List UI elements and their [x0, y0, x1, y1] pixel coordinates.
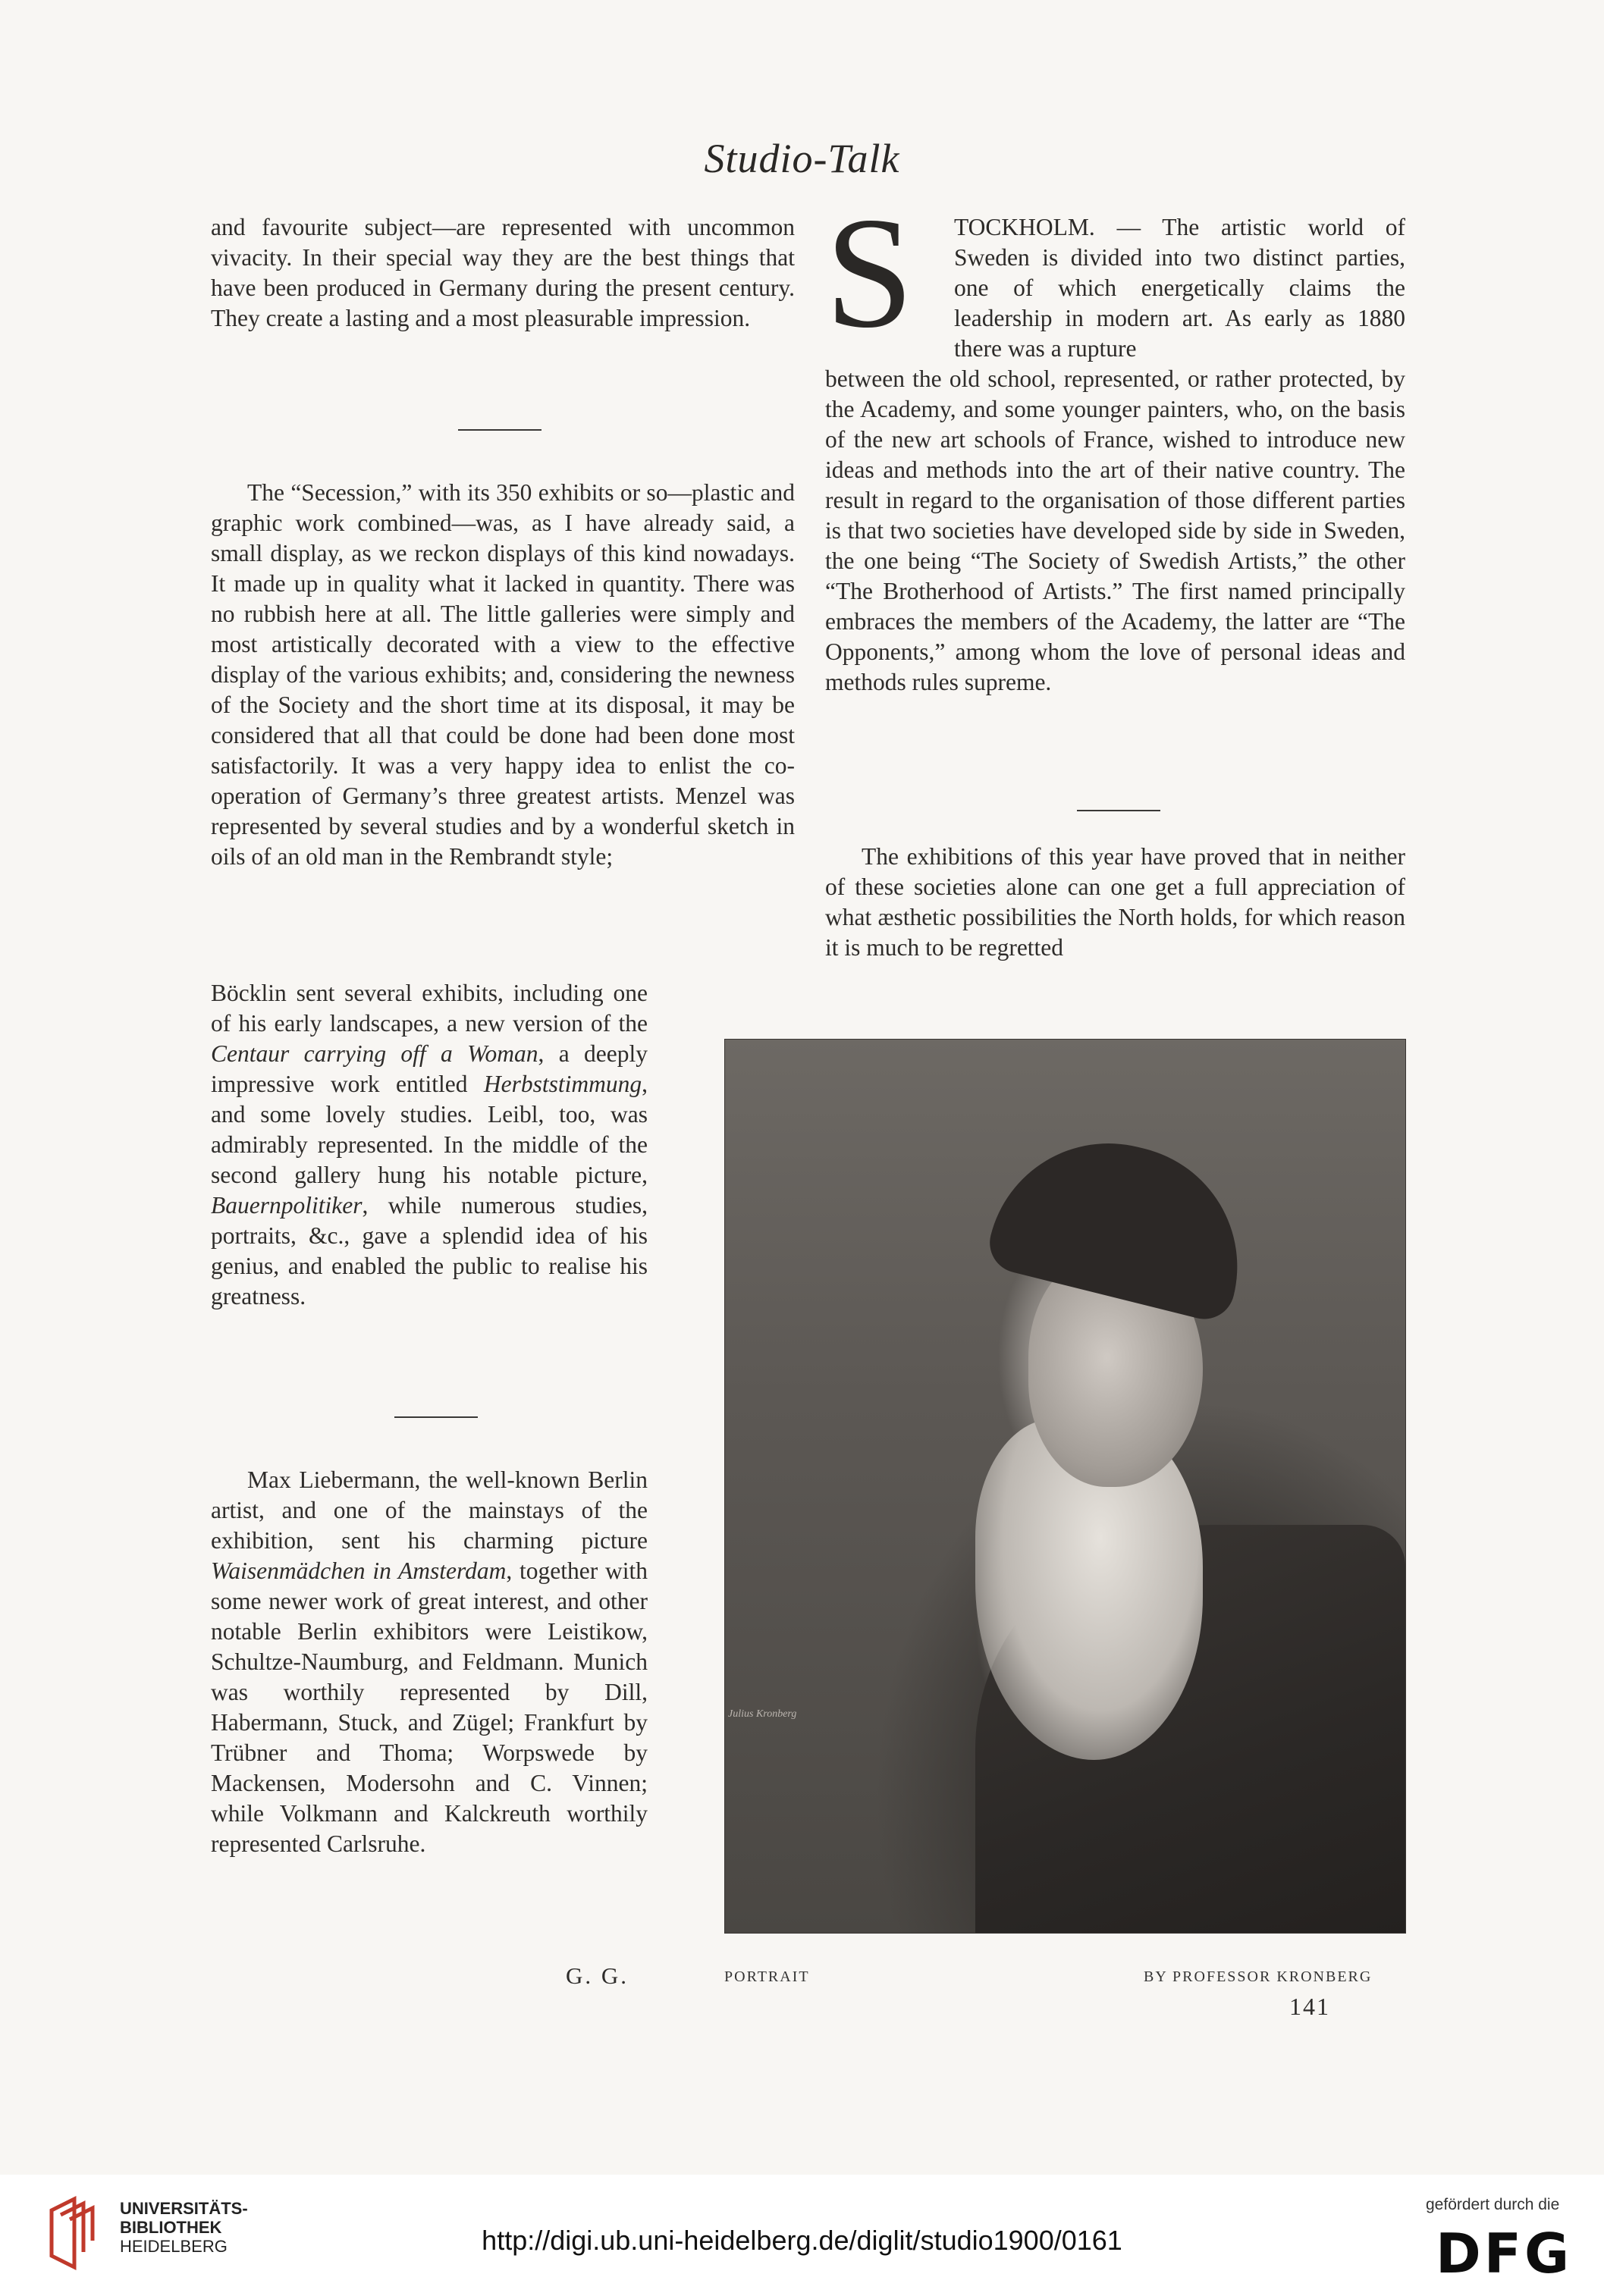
- figure-caption-credit: BY PROFESSOR KRONBERG: [1144, 1968, 1373, 1985]
- right-paragraph-1-lead: TOCKHOLM. — The artistic world of Sweden is divided into two distinct parties, one of which energetically claims the leadership in modern art. As early as 1880 there was a rupture: [954, 214, 1405, 362]
- left-paragraph-2b: Böcklin sent several exhibits, including one of his early landscapes, a new version of the Centaur carrying off a Woman, a deeply impressive work entitled Herbststimmung, and some lovely studies. Leibl, too, was admirably represented. In the middle of the second gallery hung his notable picture, Bauernpolitiker, while numerous studies, portraits, &c., gave a splendid idea of his genius, and enabled the public to realise his greatness.: [211, 980, 648, 1310]
- library-name: UNIVERSITÄTS- BIBLIOTHEK HEIDELBERG: [120, 2199, 248, 2256]
- painter-signature-mark: Julius Kronberg: [728, 1708, 797, 1720]
- right-column-bottom: [825, 842, 1405, 963]
- right-paragraph-1: between the old school, represented, or rather protected, by the Academy, and some younger painters, who, on the basis of the new art schools of France, wished to introduce new ideas and methods into the art of their native country. The result in regard to the organisation of those different parties is that two societies have developed side by side in Sweden, the one being “The Society of Swedish Artists,” the other “The Brotherhood of Artists.” The first named principally embraces the members of the Academy, the latter are “The Opponents,” among whom the love of personal ideas and methods rules supreme.: [825, 365, 1405, 695]
- left-column-middle: [211, 478, 795, 872]
- section-divider: [1077, 810, 1160, 811]
- section-divider: [458, 429, 541, 431]
- right-paragraph-2: The exhibitions of this year have proved that in neither of these societies alone can one get a full appreciation of what æsthetic possibilities the North holds, for which reason it is much to be regretted: [825, 843, 1405, 961]
- portrait-photograph: [724, 1039, 1406, 1934]
- section-divider: [394, 1416, 478, 1418]
- left-paragraph-3: Max Liebermann, the well-known Berlin artist, and one of the mainstays of the exhibition, sent his charming picture Waisenmädchen in Amsterdam, together with some newer work of great interest, and other notable Berlin exhibitors were Leistikow, Schultze-Naumburg, and Feldmann. Munich was worthily represented by Dill, Habermann, Stuck, and Zügel; Frankfurt by Trübner and Thoma; Worpswede by Mackensen, Modersohn and C. Vinnen; while Volkmann and Kalckreuth worthily represented Carlsruhe.: [211, 1466, 648, 1857]
- drop-cap: S: [825, 185, 914, 361]
- figure-caption-title: PORTRAIT: [724, 1968, 810, 1985]
- left-column-top: [211, 212, 795, 334]
- funding-note: gefördert durch die: [1426, 2196, 1560, 2213]
- left-paragraph-1: and favourite subject—are represented with uncommon vivacity. In their special way they are the best things that have been produced in Germany during the present century. They create a lasting and a most pleasurable impression.: [211, 214, 795, 331]
- left-column-bottom: [211, 1465, 648, 1859]
- dfg-logo: DFG: [1436, 2222, 1573, 2285]
- author-signature: G. G.: [566, 1962, 629, 1989]
- page-number: 141: [1289, 1993, 1330, 2020]
- right-column-top: [825, 364, 1405, 698]
- source-url-link[interactable]: http://digi.ub.uni-heidelberg.de/diglit/studio1900/0161: [482, 2225, 1122, 2256]
- portrait-cap: [984, 1118, 1263, 1325]
- running-head: Studio-Talk: [704, 136, 900, 181]
- left-paragraph-2: The “Secession,” with its 350 exhibits or so—plastic and graphic work combined—was, as I have already said, a small display, as we reckon displays of this kind nowadays. It made up in quality what it lacked in quantity. There was no rubbish here at all. The little galleries were simply and most artistically decorated with a view to the effective display of the various exhibits; and, considering the newness of the Society and the short time at its disposal, it may be considered that all that could be done had been done most satisfactorily. It was a very happy idea to enlist the co-operation of Germany’s three greatest artists. Menzel was represented by several studies and by a wonderful sketch in oils of an old man in the Rembrandt style;: [211, 479, 795, 870]
- left-column-narrow: [211, 978, 648, 1312]
